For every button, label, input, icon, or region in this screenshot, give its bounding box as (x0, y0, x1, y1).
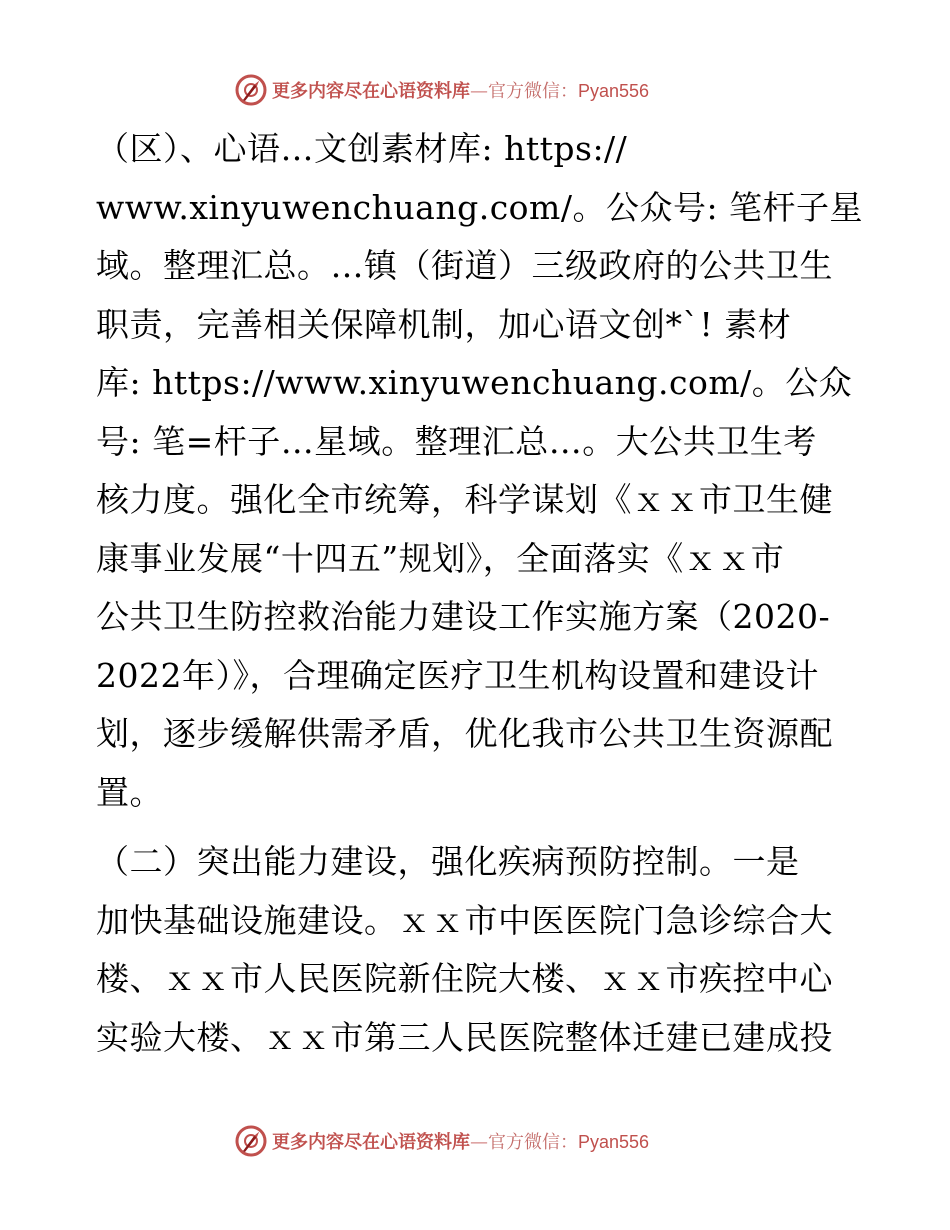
watermark-text (272, 1128, 649, 1154)
text-line: 实验大楼、ｘｘ市第三人民医院整体迁建已建成投 (96, 1017, 833, 1057)
text-line: 加快基础设施建设。ｘｘ市中医医院门急诊综合大 (96, 900, 833, 940)
watermark-separator: — (470, 1132, 488, 1153)
text-line: 康事业发展“十四五”规划》，全面落实《ｘｘ市 (96, 538, 785, 578)
text-line: 库: https://www.xinyuwenchuang.com/。公众 (96, 363, 853, 402)
text-line: 楼、ｘｘ市人民医院新住院大楼、ｘｘ市疾控中心 (96, 959, 833, 998)
text-line: 2022年）》，合理确定医疗卫生机构设置和建设计 (96, 655, 819, 695)
watermark-label: 官方微信： (488, 1132, 578, 1153)
watermark-account: Pyan556 (578, 1132, 650, 1152)
footer-watermark (234, 1123, 649, 1159)
watermark-brand: 更多内容尽在心语资料库 (272, 81, 470, 102)
brand-logo-icon (234, 73, 268, 107)
watermark-text (272, 77, 649, 103)
text-line: （区）、心语…文创素材库: https:// (96, 129, 628, 168)
header-watermark (234, 72, 649, 108)
text-line: www.xinyuwenchuang.com/。公众号: 笔杆子星 (96, 187, 864, 227)
text-line: 号: 笔=杆子…星域。整理汇总…。大公共卫生考 (96, 421, 817, 461)
text-line: （二）突出能力建设，强化疾病预防控制。一是 (96, 842, 800, 881)
watermark-account: Pyan556 (578, 81, 650, 101)
watermark-separator: — (470, 81, 488, 102)
brand-logo-icon (234, 1124, 268, 1158)
paragraph-2 (96, 833, 856, 1067)
text-line: 置。 (96, 772, 163, 812)
paragraph-1 (96, 120, 864, 822)
text-line: 划，逐步缓解供需矛盾，优化我市公共卫生资源配 (96, 714, 833, 753)
text-line: 核力度。强化全市统筹，科学谋划《ｘｘ市卫生健 (96, 480, 833, 519)
watermark-brand: 更多内容尽在心语资料库 (272, 1132, 470, 1153)
text-line: 职责，完善相关保障机制，加心语文创*`! 素材 (96, 304, 792, 344)
text-line: 域。整理汇总。…镇（街道）三级政府的公共卫生 (96, 246, 833, 285)
watermark-label: 官方微信： (488, 81, 578, 102)
text-line: 公共卫生防控救治能力建设工作实施方案（2020- (96, 597, 831, 636)
